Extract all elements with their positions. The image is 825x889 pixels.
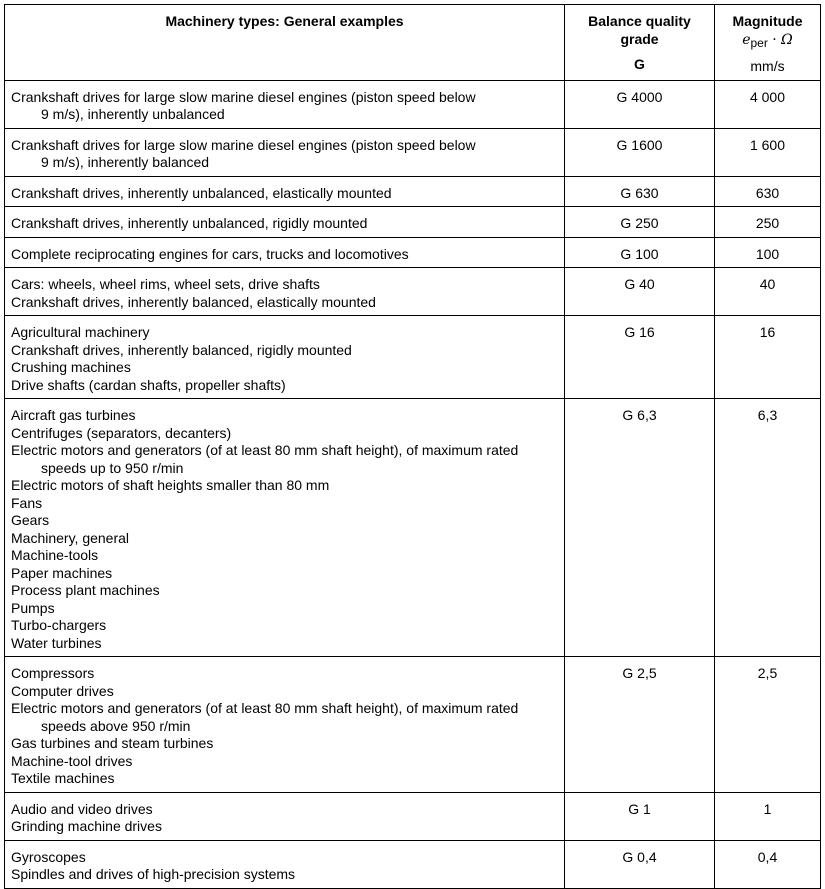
machinery-example-line: Grinding machine drives <box>11 818 162 834</box>
machinery-example-line: Computer drives <box>11 682 114 699</box>
balance-quality-grades-table <box>4 4 821 889</box>
machinery-example-line: speeds above 950 r/min <box>41 717 191 734</box>
magnitude-cell: 1 600 <box>715 128 821 176</box>
machinery-examples-cell <box>5 80 565 128</box>
table-row <box>5 237 821 268</box>
grade-cell: G 1 <box>565 792 715 840</box>
grade-cell: G 40 <box>565 268 715 316</box>
machinery-example-line: Crankshaft drives for large slow marine diesel engines (piston speed below <box>11 136 476 153</box>
grade-cell: G 100 <box>565 237 715 268</box>
machinery-example-line: speeds up to 950 r/min <box>41 459 184 476</box>
machinery-examples-cell <box>5 207 565 238</box>
magnitude-unit: mm/s <box>750 58 785 74</box>
machinery-example-line: Cars: wheels, wheel rims, wheel sets, drive shafts <box>11 276 320 292</box>
grade-cell: G 250 <box>565 207 715 238</box>
machinery-example-line: Crankshaft drives for large slow marine diesel engines (piston speed below <box>11 88 476 105</box>
formula-omega: · Ω <box>767 31 793 48</box>
balance-grade-symbol: G <box>634 56 645 72</box>
magnitude-header <box>715 5 821 81</box>
table-row <box>5 80 821 128</box>
machinery-example-line: Crankshaft drives, inherently unbalanced, rigidly mounted <box>11 215 368 231</box>
machinery-examples-cell <box>5 237 565 268</box>
machinery-example-line: Electric motors and generators (of at least 80 mm shaft height), of maximum rated <box>11 442 519 458</box>
table-row <box>5 316 821 399</box>
machinery-example-line: Gears <box>11 512 50 528</box>
table-row <box>5 207 821 238</box>
machinery-example-line: Crankshaft drives, inherently balanced, elastically mounted <box>11 293 376 310</box>
magnitude-cell: 1 <box>715 792 821 840</box>
formula-e: e <box>742 31 751 48</box>
magnitude-cell: 250 <box>715 207 821 238</box>
magnitude-cell: 6,3 <box>715 399 821 657</box>
magnitude-formula <box>721 32 814 53</box>
magnitude-title: Magnitude <box>732 13 803 29</box>
grade-cell: G 0,4 <box>565 840 715 888</box>
table-row <box>5 657 821 793</box>
machinery-example-line: Complete reciprocating engines for cars, trucks and locomotives <box>11 245 409 262</box>
magnitude-cell: 4 000 <box>715 80 821 128</box>
machinery-example-line: Textile machines <box>11 770 115 786</box>
magnitude-cell: 16 <box>715 316 821 399</box>
machinery-example-line: Aircraft gas turbines <box>11 407 136 423</box>
table-body <box>5 80 821 888</box>
table-row <box>5 399 821 657</box>
table-row <box>5 840 821 888</box>
machinery-examples-cell <box>5 840 565 888</box>
magnitude-cell: 40 <box>715 268 821 316</box>
machinery-example-line: 9 m/s), inherently unbalanced <box>41 106 225 122</box>
machinery-examples-cell <box>5 176 565 207</box>
table-row <box>5 268 821 316</box>
formula-sub: per <box>750 35 768 50</box>
machinery-examples-cell <box>5 268 565 316</box>
machinery-example-line: Agricultural machinery <box>11 324 150 340</box>
balance-grade-title: Balance quality grade <box>588 13 691 47</box>
grade-cell: G 6,3 <box>565 399 715 657</box>
magnitude-cell: 0,4 <box>715 840 821 888</box>
grade-cell: G 16 <box>565 316 715 399</box>
machinery-example-line: Process plant machines <box>11 582 160 598</box>
balance-grade-header <box>565 5 715 81</box>
machinery-example-line: Water turbines <box>11 634 102 651</box>
table-header <box>5 5 821 81</box>
machinery-example-line: Spindles and drives of high-precision systems <box>11 866 296 882</box>
machinery-example-line: Electric motors and generators (of at least 80 mm shaft height), of maximum rated <box>11 700 519 716</box>
machinery-example-line: Machinery, general <box>11 529 130 546</box>
machinery-example-line: Electric motors of shaft heights smaller than 80 mm <box>11 477 330 493</box>
machinery-example-line: Machine-tool drives <box>11 752 133 769</box>
machinery-examples-cell <box>5 316 565 399</box>
machinery-example-line: Centrifuges (separators, decanters) <box>11 424 232 441</box>
machinery-example-line: Crankshaft drives, inherently balanced, rigidly mounted <box>11 341 352 358</box>
magnitude-cell: 2,5 <box>715 657 821 793</box>
machinery-example-line: 9 m/s), inherently balanced <box>41 154 210 170</box>
magnitude-cell: 100 <box>715 237 821 268</box>
machinery-types-header: Machinery types: General examples <box>5 5 565 81</box>
machinery-example-line: Gas turbines and steam turbines <box>11 735 214 751</box>
machinery-examples-cell <box>5 792 565 840</box>
machinery-example-line: Pumps <box>11 599 55 616</box>
machinery-example-line: Gyroscopes <box>11 848 86 865</box>
machinery-example-line: Crankshaft drives, inherently unbalanced, elastically mounted <box>11 184 392 201</box>
table-row <box>5 176 821 207</box>
machinery-example-line: Audio and video drives <box>11 800 153 817</box>
machinery-example-line: Compressors <box>11 665 95 681</box>
grade-cell: G 4000 <box>565 80 715 128</box>
machinery-examples-cell <box>5 128 565 176</box>
machinery-example-line: Machine-tools <box>11 547 99 563</box>
machinery-example-line: Paper machines <box>11 564 113 581</box>
grade-cell: G 1600 <box>565 128 715 176</box>
machinery-examples-cell <box>5 399 565 657</box>
machinery-examples-cell <box>5 657 565 793</box>
table-row <box>5 128 821 176</box>
header-row <box>5 5 821 81</box>
table-row <box>5 792 821 840</box>
grade-cell: G 2,5 <box>565 657 715 793</box>
machinery-example-line: Crushing machines <box>11 359 131 375</box>
machinery-example-line: Fans <box>11 494 43 511</box>
machinery-example-line: Drive shafts (cardan shafts, propeller shafts) <box>11 376 286 393</box>
machinery-example-line: Turbo-chargers <box>11 617 107 633</box>
magnitude-cell: 630 <box>715 176 821 207</box>
grade-cell: G 630 <box>565 176 715 207</box>
